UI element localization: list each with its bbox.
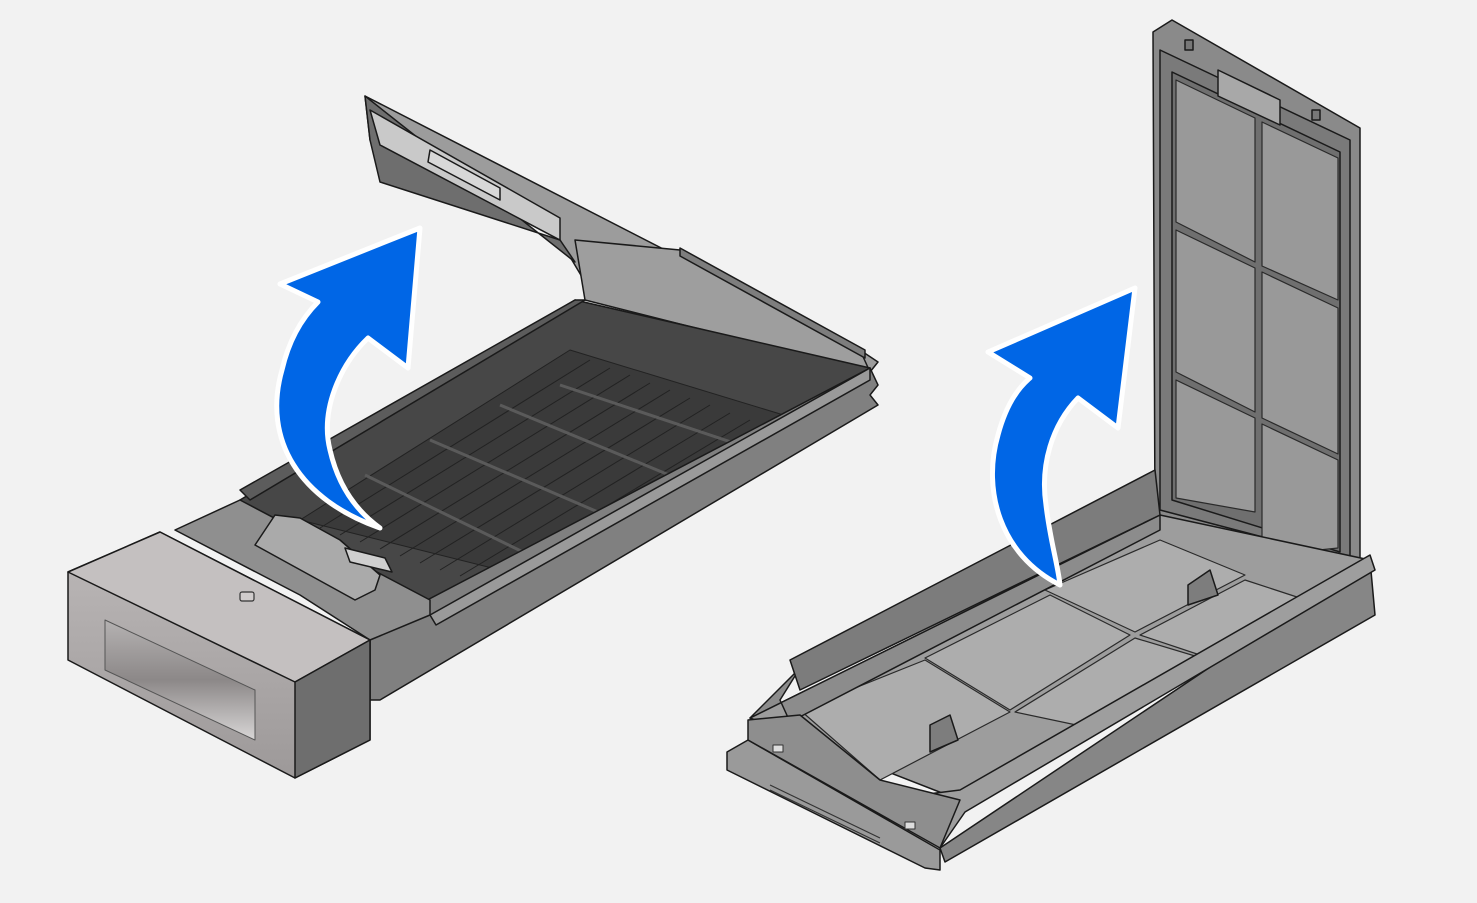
handle-slot-icon bbox=[240, 592, 254, 601]
right-tray-lid bbox=[1153, 20, 1360, 575]
right-filter-tray bbox=[727, 20, 1375, 870]
base-slot-right-icon bbox=[905, 822, 915, 829]
left-filter-tray bbox=[68, 96, 878, 778]
base-slot-left-icon bbox=[773, 745, 783, 752]
